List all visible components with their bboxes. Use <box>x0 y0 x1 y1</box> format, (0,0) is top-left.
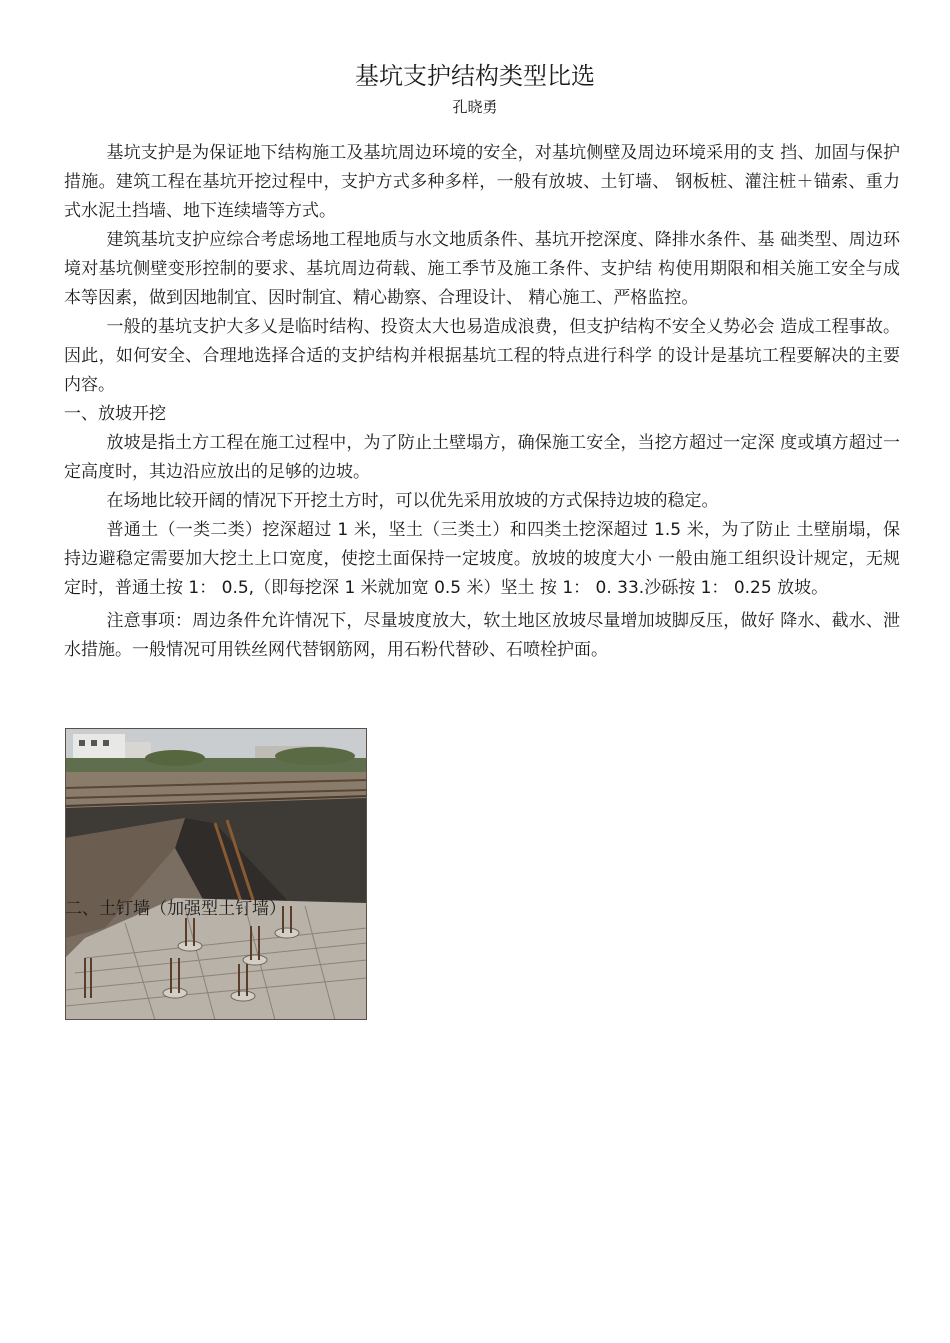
slope-paragraph-2: 在场地比较开阔的情况下开挖土方时，可以优先采用放坡的方式保持边坡的稳定。 <box>106 491 719 511</box>
intro-paragraph-3: 一般的基坑支护大多乂是临时结构、投资太大也易造成浪费，但支护结构不安全乂势必会 造成工程事故。因此，如何安全、合理地选择合适的支护结构并根据基坑工程的特点进行科学 的设计是基坑工程要解决的主要内容。 <box>64 317 900 395</box>
intro-paragraph-2: 建筑基坑支护应综合考虑场地工程地质与水文地质条件、基坑开挖深度、降排水条件、基 础类型、周边环境对基坑侧壁变形控制的要求、基坑周边荷载、施工季节及施工条件、支护结 构使用期限和相关施工安全与成本等因素，做到因地制宜、因时制宜、精心勘察、合理设计、 精心施工、严格监控。 <box>64 230 900 308</box>
intro-paragraph-1: 基坑支护是为保证地下结构施工及基坑周边环境的安全，对基坑侧壁及周边环境采用的支 挡、加固与保护措施。建筑工程在基坑开挖过程中，支护方式多种多样，一般有放坡、土钉墙、 钢板桩、灌注桩＋锚索、重力式水泥土挡墙、地下连续墙等方式。 <box>64 143 900 221</box>
slope-paragraph-1: 放坡是指土方工程在施工过程中，为了防止土壁塌方，确保施工安全，当挖方超过一定深 度或填方超过一定高度时，其边沿应放出的足够的边坡。 <box>64 433 900 482</box>
document-body <box>64 139 900 665</box>
slope-paragraph-4: 注意事项：周边条件允许情况下，尽量坡度放大，软土地区放坡尽量增加坡脚反压，做好 降水、截水、泄水措施。一般情况可用铁丝网代替钢筋网，用石粉代替砂、石喷栓护面。 <box>64 611 900 660</box>
section-heading-soil-nail: 二、土钉墙（加强型土钉墙） <box>65 899 286 919</box>
foundation-pit-photo <box>65 728 367 1020</box>
document-title: 基坑支护结构类型比选 <box>355 62 595 90</box>
document-author: 孔晓勇 <box>452 98 498 116</box>
section-heading-slope: 一、放坡开挖 <box>64 404 166 424</box>
slope-paragraph-3: 普通土（一类二类）挖深超过 1 米，坚土（三类土）和四类土挖深超过 1.5 米，为了防止 土壁崩塌，保持边避稳定需要加大挖土上口宽度，使挖土面保持一定坡度。放坡的坡度大小 一般由施工组织设计规定，无规定时，普通土按 1： 0.5,（即每挖深 1 米就加宽 0.5 米）坚土 按 1： 0. 33.沙砾按 1： 0.25 放坡。 <box>64 520 900 598</box>
